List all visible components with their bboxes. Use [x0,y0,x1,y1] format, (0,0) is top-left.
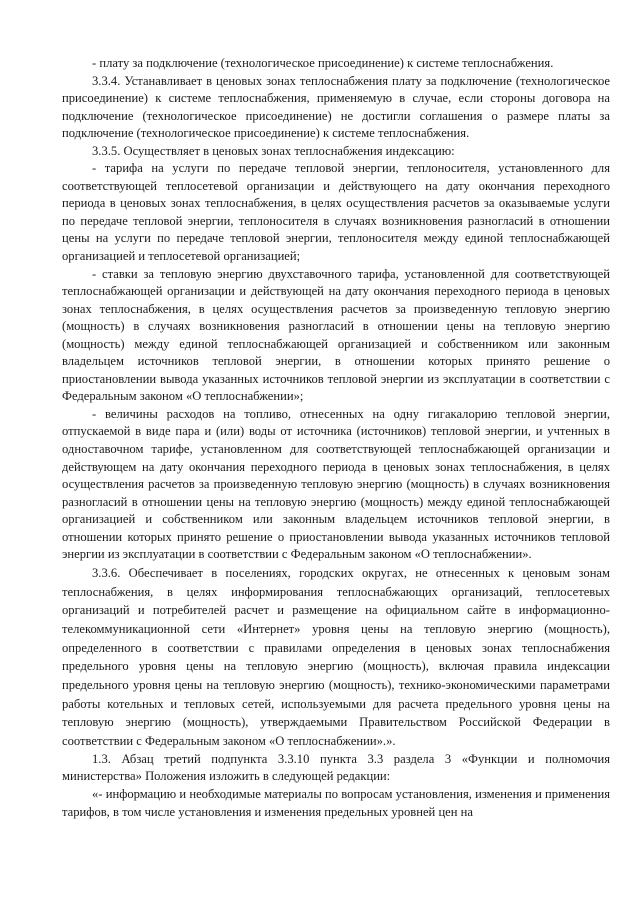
paragraph-fuel-expenses: - величины расходов на топливо, отнесенных на одну гигакалорию тепловой энергии, отпускаемой в виде пара и (или) воды от источника (источников) тепловой энергии, и учтенных в одноставочном тарифе, установленном для соответствующей теплоснабжающей организации и действующем на дату окончания переходного периода в ценовых зонах теплоснабжения, в целях осуществления расчетов за произведенную тепловую энергию (мощность) в случаях возникновения разногласий в отношении цены на тепловую энергию (мощность) между единой теплоснабжающей организацией и собственником или законным владельцем источников тепловой энергии, в отношении которых принято решение о приостановлении вывода указанных источников тепловой энергии из эксплуатации в соответствии с Федеральным законом «О теплоснабжении». [62,406,610,562]
paragraph-tariff-information: «- информацию и необходимые материалы по вопросам установления, изменения и применения тарифов, в том числе установления и изменения предельных уровней цен на [62,786,610,819]
paragraph-transfer-tariff: - тарифа на услуги по передаче тепловой энергии, теплоносителя, установленного для соответствующей теплосетевой организации и действующего на дату окончания переходного периода в ценовых зонах теплоснабжения, в целях осуществления расчетов за оказываемые услуги по передаче тепловой энергии, теплоносителя в случаях возникновения разногласий в отношении цены на услуги по передаче тепловой энергии, теплоносителя между единой теплоснабжающей организацией и теплосетевой организацией; [62,161,610,264]
document-page [62,55,610,821]
paragraph-3-3-5-intro: 3.3.5. Осуществляет в ценовых зонах теплоснабжения индексацию: [92,143,455,158]
paragraph-two-part-tariff-rate: - ставки за тепловую энергию двухставочного тарифа, установленной для соответствующей теплоснабжающей организации и действующей на дату окончания переходного периода в ценовых зонах теплоснабжения, в целях осуществления расчетов за произведенную тепловую энергию (мощность) в случаях возникновения разногласий в отношении цены на тепловую энергию (мощность) между единой теплоснабжающей организацией и собственником или законным владельцем источников тепловой энергии, в отношении которых принято решение о приостановлении вывода указанных источников тепловой энергии из эксплуатации в соответствии с Федеральным законом «О теплоснабжении»; [62,266,610,404]
paragraph-1-3: 1.3. Абзац третий подпункта 3.3.10 пункта 3.3 раздела 3 «Функции и полномочия министерства» Положения изложить в следующей редакции: [62,751,610,784]
paragraph-heating-connection-fee: - плату за подключение (технологическое присоединение) к системе теплоснабжения. [92,56,554,70]
paragraph-3-3-4: 3.3.4. Устанавливает в ценовых зонах теплоснабжения плату за подключение (технологическое присоединение) к системе теплоснабжения, применяемую в случае, если стороны договора на подключение (технологическое присоединение) не достигли соглашения о размере платы за подключение (технологическое присоединение) к системе теплоснабжения. [62,73,610,141]
paragraph-3-3-6: 3.3.6. Обеспечивает в поселениях, городских округах, не отнесенных к ценовым зонам теплоснабжения, в целях информирования теплоснабжающих организаций, теплосетевых организаций и потребителей расчет и размещение на официальном сайте в информационно-телекоммуникационной сети «Интернет» уровня цены на тепловую энергию (мощность), определенного в соответствии с правилами определения в ценовых зонах теплоснабжения предельного уровня цены на тепловую энергию (мощность), включая правила индексации предельного уровня цены на тепловую энергию (мощность), технико-экономическими параметрами работы котельных и тепловых сетей, используемыми для расчета предельного уровня цены на тепловую энергию (мощность), утверждаемыми Правительством Российской Федерации в соответствии с Федеральным законом «О теплоснабжении».». [62,565,610,749]
